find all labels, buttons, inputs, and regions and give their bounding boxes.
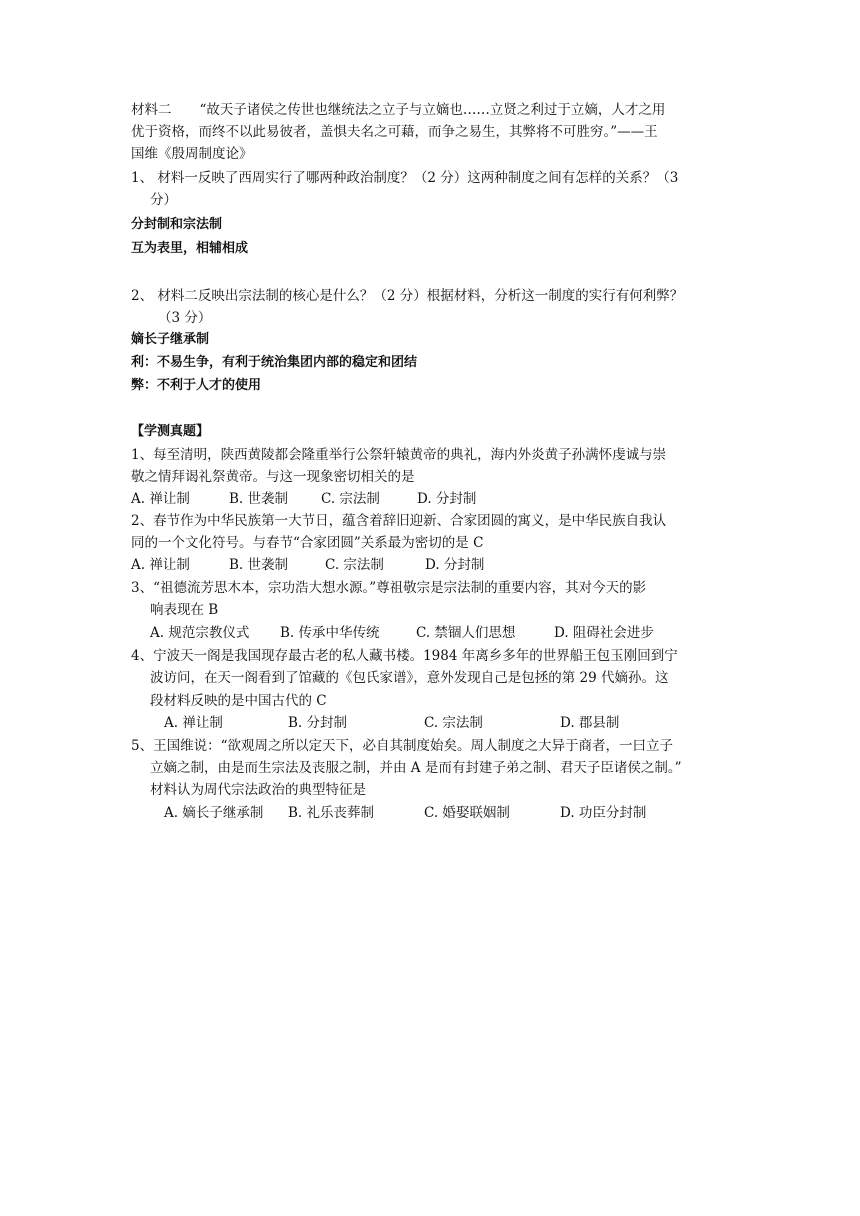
mc3-option-c: C. 禁锢人们思想 — [416, 625, 516, 641]
section-title: 【学测真题】 — [131, 424, 210, 439]
mc3-option-a: A. 规范宗教仪式 — [150, 625, 250, 641]
q1-line1: 1、 材料一反映了西周实行了哪两种政治制度？（2 分）这两种制度之间有怎样的关系？（3 — [131, 170, 679, 186]
mc1-option-a: A. 禅让制 — [131, 491, 190, 507]
mc5-line3: 材料认为周代宗法政治的典型特征是 — [150, 782, 366, 798]
mc1-options — [131, 488, 476, 510]
material2-line2: 优于资格，而终不以此易彼者，盖惧夫名之可藉，而争之易生，其弊将不可胜穷。”——王 — [131, 124, 658, 140]
q2-answer2: 利：不易生争，有利于统治集团内部的稳定和团结 — [131, 355, 418, 370]
mc4-option-a: A. 禅让制 — [164, 715, 223, 731]
mc1-option-b: B. 世袭制 — [229, 491, 289, 507]
mc2-option-a: A. 禅让制 — [131, 557, 190, 573]
mc1-line2: 敬之情拜谒礼祭黄帝。与这一现象密切相关的是 — [131, 469, 415, 485]
q1-answer1: 分封制和宗法制 — [131, 217, 223, 232]
mc3-option-b: B. 传承中华传统 — [280, 625, 380, 641]
mc4-options — [164, 712, 619, 734]
mc5-line2: 立嫡之制，由是而生宗法及丧服之制，并由 A 是而有封建子弟之制、君天子臣诸侯之制。” — [150, 760, 682, 776]
mc1-option-d: D. 分封制 — [417, 491, 477, 507]
q2-answer1: 嫡长子继承制 — [131, 332, 210, 347]
mc2-option-c: C. 宗法制 — [325, 557, 384, 573]
q2-line2: （3 分） — [158, 310, 212, 326]
mc2-option-d: D. 分封制 — [425, 557, 485, 573]
mc4-line2: 波访问，在天一阁看到了馆藏的《包氏家谱》，意外发现自己是包拯的第 29 代嫡孙。这 — [150, 670, 669, 686]
mc5-option-a: A. 嫡长子继承制 — [164, 805, 264, 821]
mc5-option-b: B. 礼乐丧葬制 — [288, 805, 375, 821]
q2-line1: 2、 材料二反映出宗法制的核心是什么？（2 分）根据材料，分析这一制度的实行有何利弊？ — [131, 288, 684, 304]
mc2-line1: 2、春节作为中华民族第一大节日，蕴含着辞旧迎新、合家团圆的寓义，是中华民族自我认 — [131, 513, 667, 529]
mc4-option-d: D. 郡县制 — [560, 715, 620, 731]
mc1-option-c: C. 宗法制 — [321, 491, 380, 507]
q2-answer3: 弊：不利于人才的使用 — [131, 378, 262, 393]
mc5-option-d: D. 功臣分封制 — [560, 805, 647, 821]
q1-answer2: 互为表里，相辅相成 — [131, 241, 249, 256]
mc5-option-c: C. 婚娶联姻制 — [424, 805, 510, 821]
mc4-line3: 段材料反映的是中国古代的 C — [150, 693, 327, 709]
q1-line2: 分） — [150, 192, 177, 208]
mc2-options — [131, 554, 484, 576]
material2-line1 — [131, 99, 665, 121]
material2-label: 材料二 — [131, 102, 172, 118]
mc4-line1: 4、宁波天一阁是我国现存最古老的私人藏书楼。1984 年离乡多年的世界船王包玉刚回到宁 — [131, 648, 678, 664]
mc2-option-b: B. 世袭制 — [229, 557, 289, 573]
mc3-line2: 响表现在 B — [150, 602, 219, 618]
mc3-options — [150, 622, 654, 644]
mc3-option-d: D. 阻碍社会进步 — [554, 625, 654, 641]
mc5-line1: 5、王国维说：“欲观周之所以定天下，必自其制度始矣。周人制度之大异于商者，一曰立子 — [131, 738, 673, 754]
material2-line3: 国维《殷周制度论》 — [131, 146, 253, 162]
mc4-option-b: B. 分封制 — [288, 715, 348, 731]
mc3-line1: 3、“祖德流芳思木本，宗功浩大想水源。”尊祖敬宗是宗法制的重要内容，其对今天的影 — [131, 580, 647, 596]
mc4-option-c: C. 宗法制 — [424, 715, 483, 731]
mc5-options — [164, 802, 646, 824]
mc1-line1: 1、每至清明，陕西黄陵都会隆重举行公祭轩辕黄帝的典礼，海内外炎黄子孙满怀虔诚与崇 — [131, 447, 667, 463]
mc2-line2: 同的一个文化符号。与春节“合家团圆”关系最为密切的是 C — [131, 535, 484, 551]
material2-quote-start: “故天子诸侯之传世也继统法之立子与立嫡也……立贤之利过于立嫡，人才之用 — [199, 102, 666, 118]
